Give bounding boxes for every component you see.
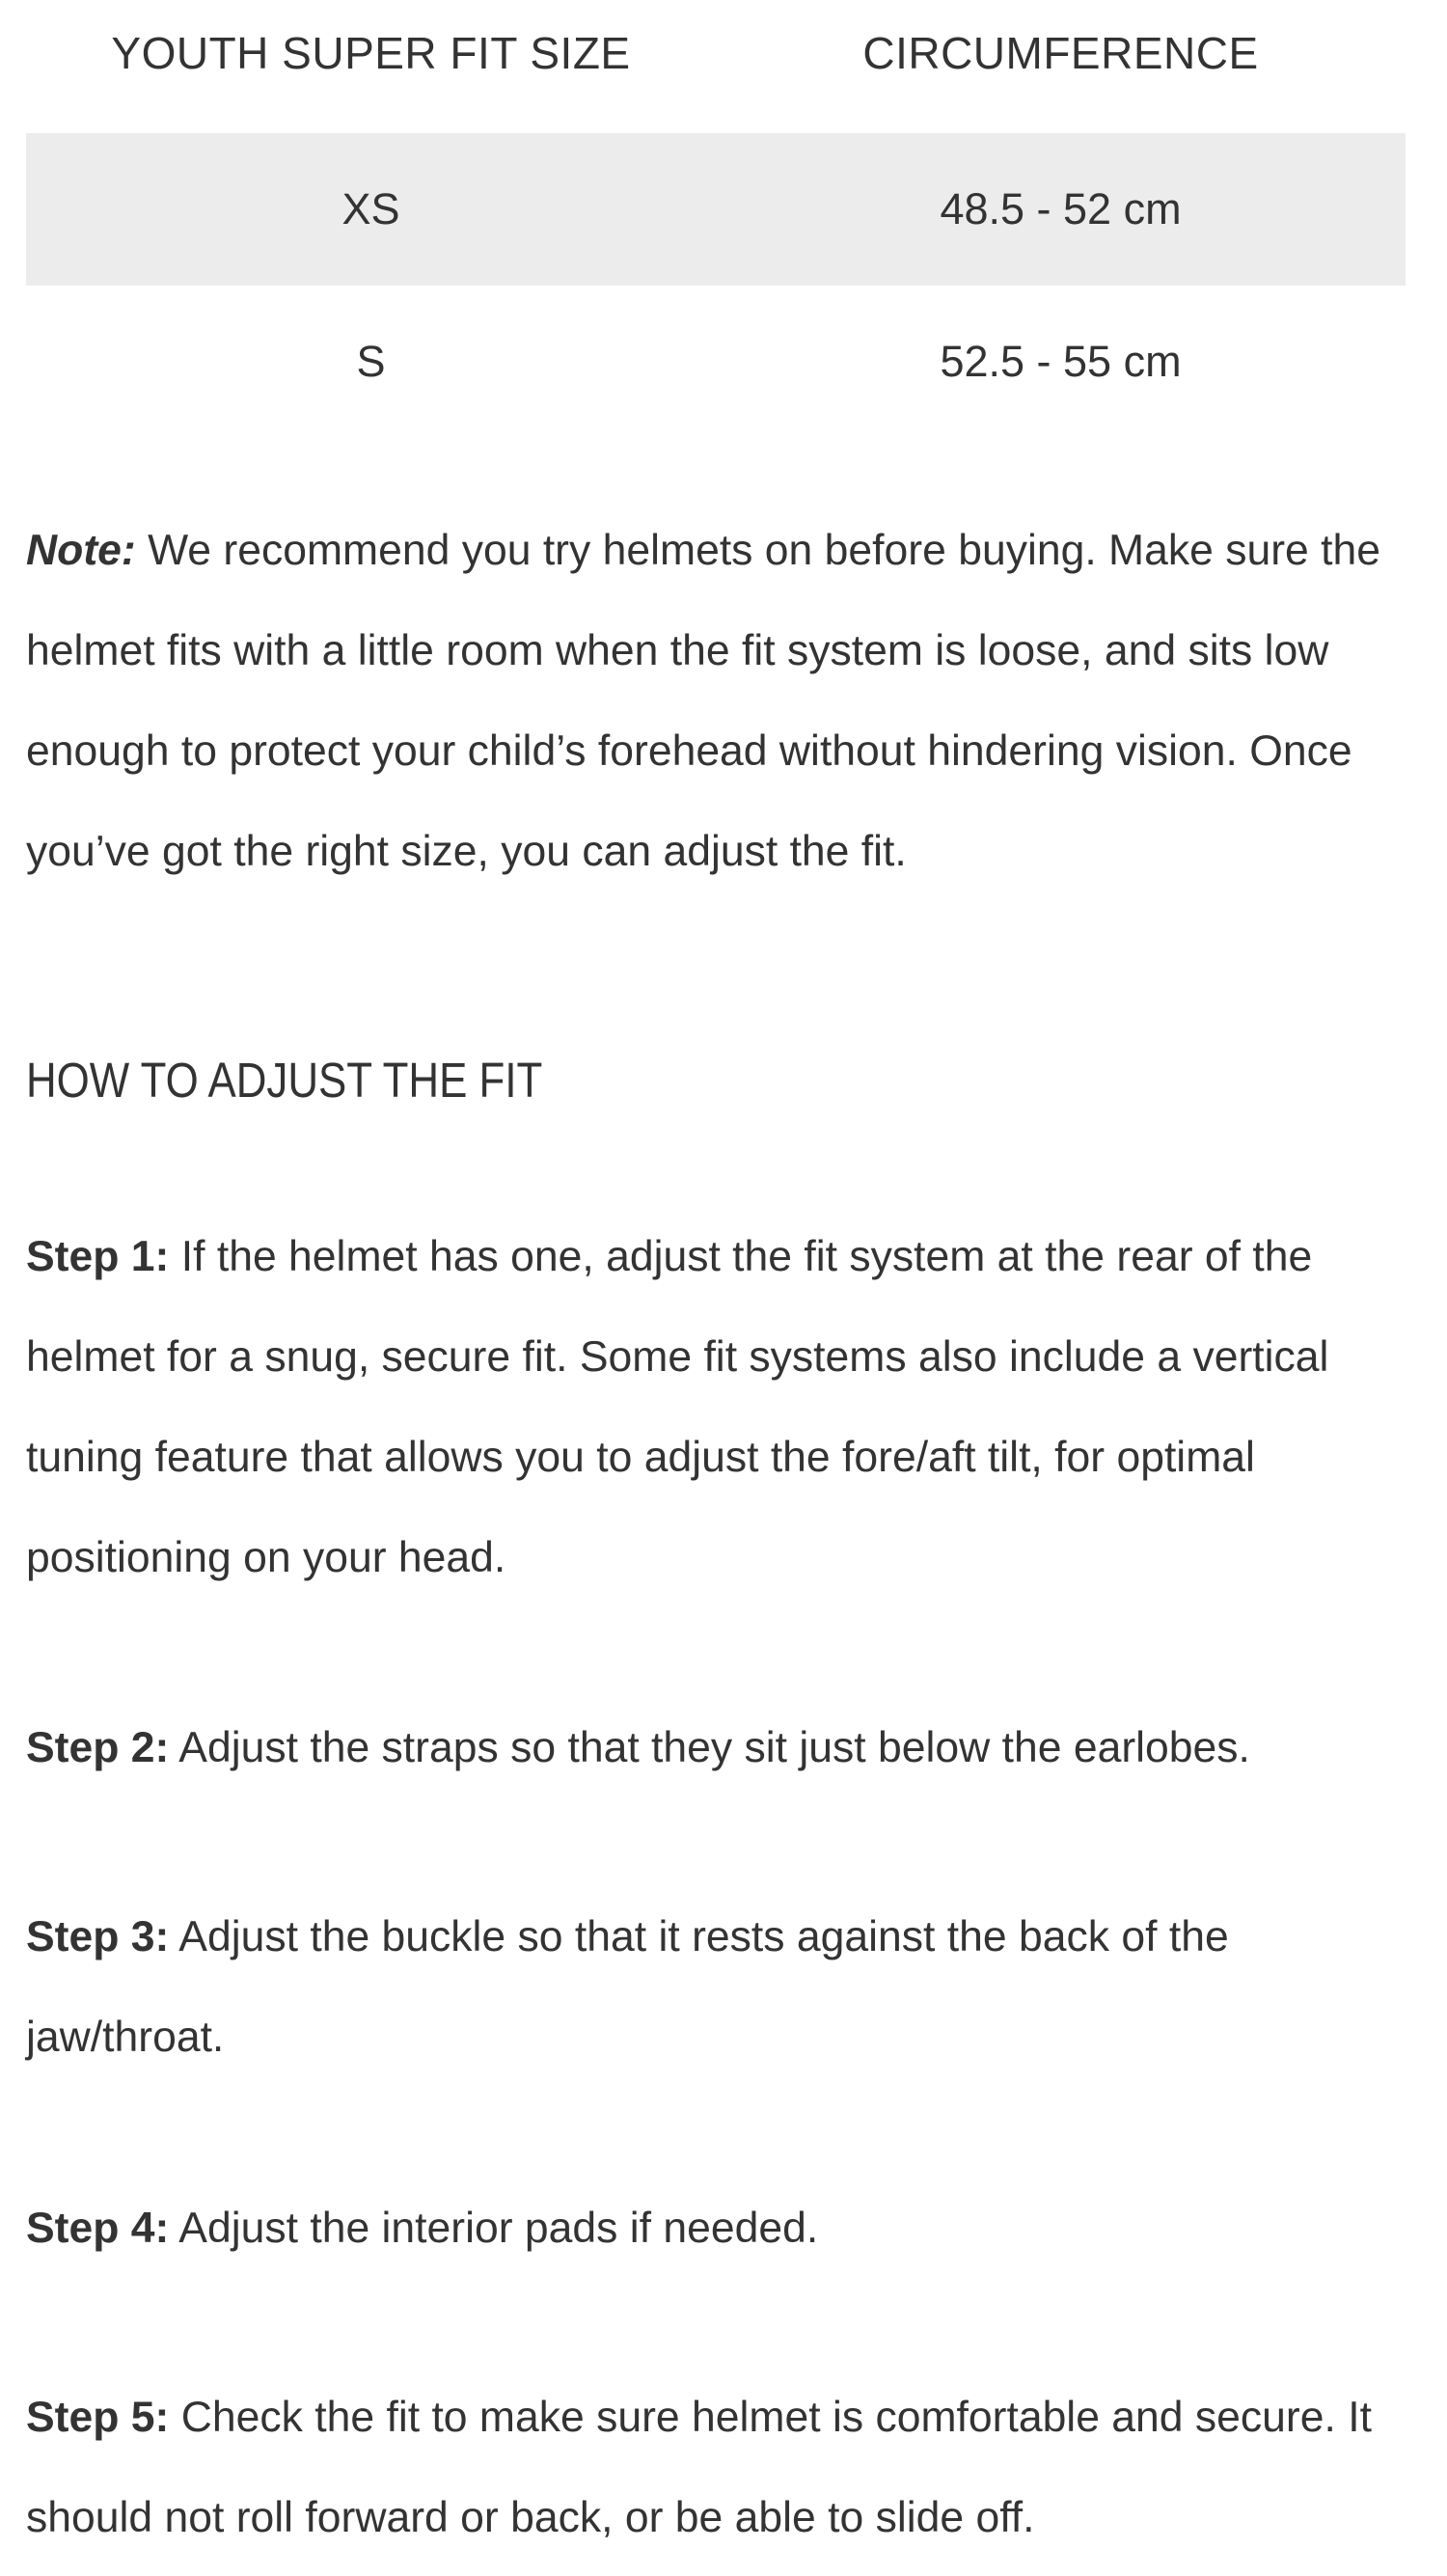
step-paragraph xyxy=(26,2368,1415,2568)
step-label: Step 2: xyxy=(26,1724,170,1771)
step-paragraph xyxy=(26,1698,1415,1798)
note-text: We recommend you try helmets on before buying. Make sure the helmet fits with a little room when the fit system is loose, and sits low enough to protect your child’s forehead without hindering vision. Once you’ve got the right size, you can adjust the fit. xyxy=(26,527,1381,875)
step-text: Adjust the straps so that they sit just below the earlobes. xyxy=(169,1724,1250,1771)
step-text: Adjust the buckle so that it rests against the back of the jaw/throat. xyxy=(26,1913,1229,2061)
circumference-cell: 48.5 - 52 cm xyxy=(940,184,1182,233)
circumference-column-header: CIRCUMFERENCE xyxy=(862,28,1259,78)
step-text: Adjust the interior pads if needed. xyxy=(169,2205,819,2252)
size-cell: XS xyxy=(341,184,400,233)
table-row xyxy=(26,133,1406,286)
table-header-row xyxy=(26,0,1406,133)
step-label: Step 1: xyxy=(26,1233,170,1280)
step-paragraph xyxy=(26,2179,1415,2279)
adjust-fit-heading: HOW TO ADJUST THE FIT xyxy=(26,1053,543,1108)
step-text: If the helmet has one, adjust the fit system at the rear of the helmet for a snug, secure fit. Some fit systems also include a vertical tuning feature that allows you to adjust the fore/aft tilt, for optimal positioning on your head. xyxy=(26,1233,1329,1581)
size-cell: S xyxy=(356,337,386,386)
step-paragraph xyxy=(26,1887,1415,2088)
size-column-header: YOUTH SUPER FIT SIZE xyxy=(111,28,631,78)
step-label: Step 4: xyxy=(26,2205,170,2252)
circumference-cell: 52.5 - 55 cm xyxy=(940,337,1182,386)
step-text: Check the fit to make sure helmet is comfortable and secure. It should not roll forward or back, or be able to slide off. xyxy=(26,2394,1372,2541)
size-table xyxy=(26,0,1406,438)
note-label: Note: xyxy=(26,527,136,574)
table-row xyxy=(26,286,1406,438)
step-paragraph xyxy=(26,1207,1415,1608)
fit-note xyxy=(26,501,1415,902)
step-label: Step 3: xyxy=(26,1913,170,1960)
step-label: Step 5: xyxy=(26,2394,170,2441)
